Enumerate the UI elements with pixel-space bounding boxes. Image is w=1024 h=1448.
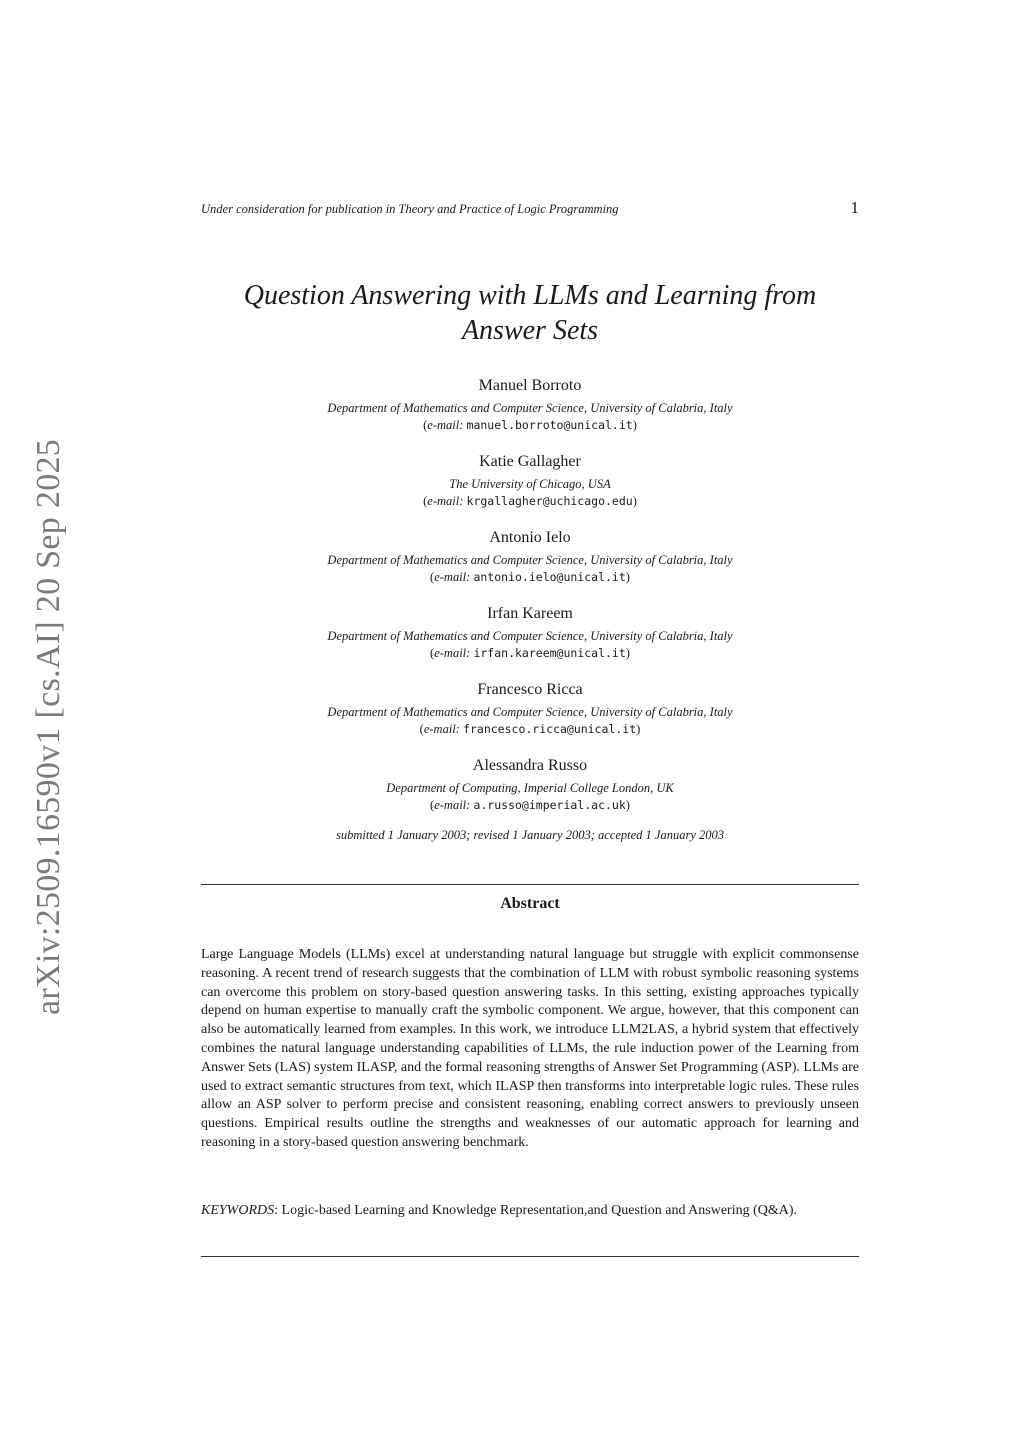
author-block [201,680,859,755]
arxiv-identifier: arXiv:2509.16590v1 [cs.AI] 20 Sep 2025 [30,438,67,1015]
running-head [201,200,859,220]
author-email: (e-mail: a.russo@imperial.ac.uk) [430,798,630,812]
author-email: (e-mail: irfan.kareem@unical.it) [430,646,630,660]
email-label: e-mail: [427,418,464,432]
keywords-label: KEYWORDS [201,1203,275,1218]
author-email: (e-mail: krgallagher@uchicago.edu) [423,494,637,508]
email-label: e-mail: [423,722,460,736]
email-address[interactable]: a.russo@imperial.ac.uk [473,798,626,812]
email-label: e-mail: [427,494,464,508]
author-affiliation: Department of Mathematics and Computer Science, University of Calabria, Italy [327,629,733,643]
author-email: (e-mail: manuel.borroto@unical.it) [423,418,637,432]
author-name: Katie Gallagher [479,453,581,470]
paper-title-line-1: Question Answering with LLMs and Learning from [243,280,817,311]
email-label: e-mail: [434,798,471,812]
author-name: Irfan Kareem [487,605,573,622]
email-address[interactable]: antonio.ielo@unical.it [473,570,626,584]
email-address[interactable]: krgallagher@uchicago.edu [466,494,633,508]
keywords [201,1201,859,1220]
author-affiliation: Department of Mathematics and Computer Science, University of Calabria, Italy [327,705,733,719]
author-affiliation: Department of Computing, Imperial College London, UK [386,781,674,795]
paper-title [201,278,859,348]
paper-title-line-2: Answer Sets [461,315,599,346]
author-block [201,528,859,603]
author-block [201,604,859,679]
abstract-bottom-rule [201,1256,859,1257]
page-number: 1 [850,198,859,217]
author-block [201,756,859,831]
author-name: Alessandra Russo [472,757,588,774]
abstract-body: Large Language Models (LLMs) excel at understanding natural language but struggle with explicit commonsense reasoning. A recent trend of research suggests that the combination of LLM with robust symbolic reasoning systems can overcome this problem on story-based question answering tasks. In this setting, existing approaches typically depend on human expertise to manually craft the symbolic component. We argue, however, that this component can also be automatically learned from examples. In this work, we introduce LLM2LAS, a hybrid system that effectively combines the natural language understanding capabilities of LLMs, the rule induction power of the Learning from Answer Sets (LAS) system ILASP, and the formal reasoning strengths of Answer Set Programming (ASP). LLMs are used to extract semantic structures from text, which ILASP then transforms into interpretable logic rules. These rules allow an ASP solver to perform precise and consistent reasoning, enabling correct answers to previously unseen questions. Empirical results outline the strengths and weaknesses of our automatic approach for learning and reasoning in a story-based question answering benchmark. [201,947,859,1150]
abstract-top-rule [201,884,859,885]
author-name: Manuel Borroto [478,377,582,394]
author-affiliation: Department of Mathematics and Computer Science, University of Calabria, Italy [327,553,733,567]
author-list [201,375,859,831]
keywords-text: : Logic-based Learning and Knowledge Representation,and Question and Answering (Q&A). [274,1203,798,1218]
author-name: Francesco Ricca [477,681,583,698]
abstract-heading: Abstract [500,895,560,912]
email-label: e-mail: [434,646,471,660]
author-email: (e-mail: francesco.ricca@unical.it) [419,722,641,736]
author-affiliation: The University of Chicago, USA [449,477,611,491]
author-name: Antonio Ielo [489,529,571,546]
running-head-title: Under consideration for publication in Theory and Practice of Logic Programming [201,202,619,216]
email-address[interactable]: francesco.ricca@unical.it [463,722,637,736]
submission-dates: submitted 1 January 2003; revised 1 January 2003; accepted 1 January 2003 [336,828,724,842]
author-affiliation: Department of Mathematics and Computer Science, University of Calabria, Italy [327,401,733,415]
email-label: e-mail: [434,570,471,584]
email-address[interactable]: manuel.borroto@unical.it [466,418,633,432]
author-block [201,452,859,527]
author-block [201,376,859,451]
email-address[interactable]: irfan.kareem@unical.it [473,646,626,660]
author-email: (e-mail: antonio.ielo@unical.it) [430,570,630,584]
